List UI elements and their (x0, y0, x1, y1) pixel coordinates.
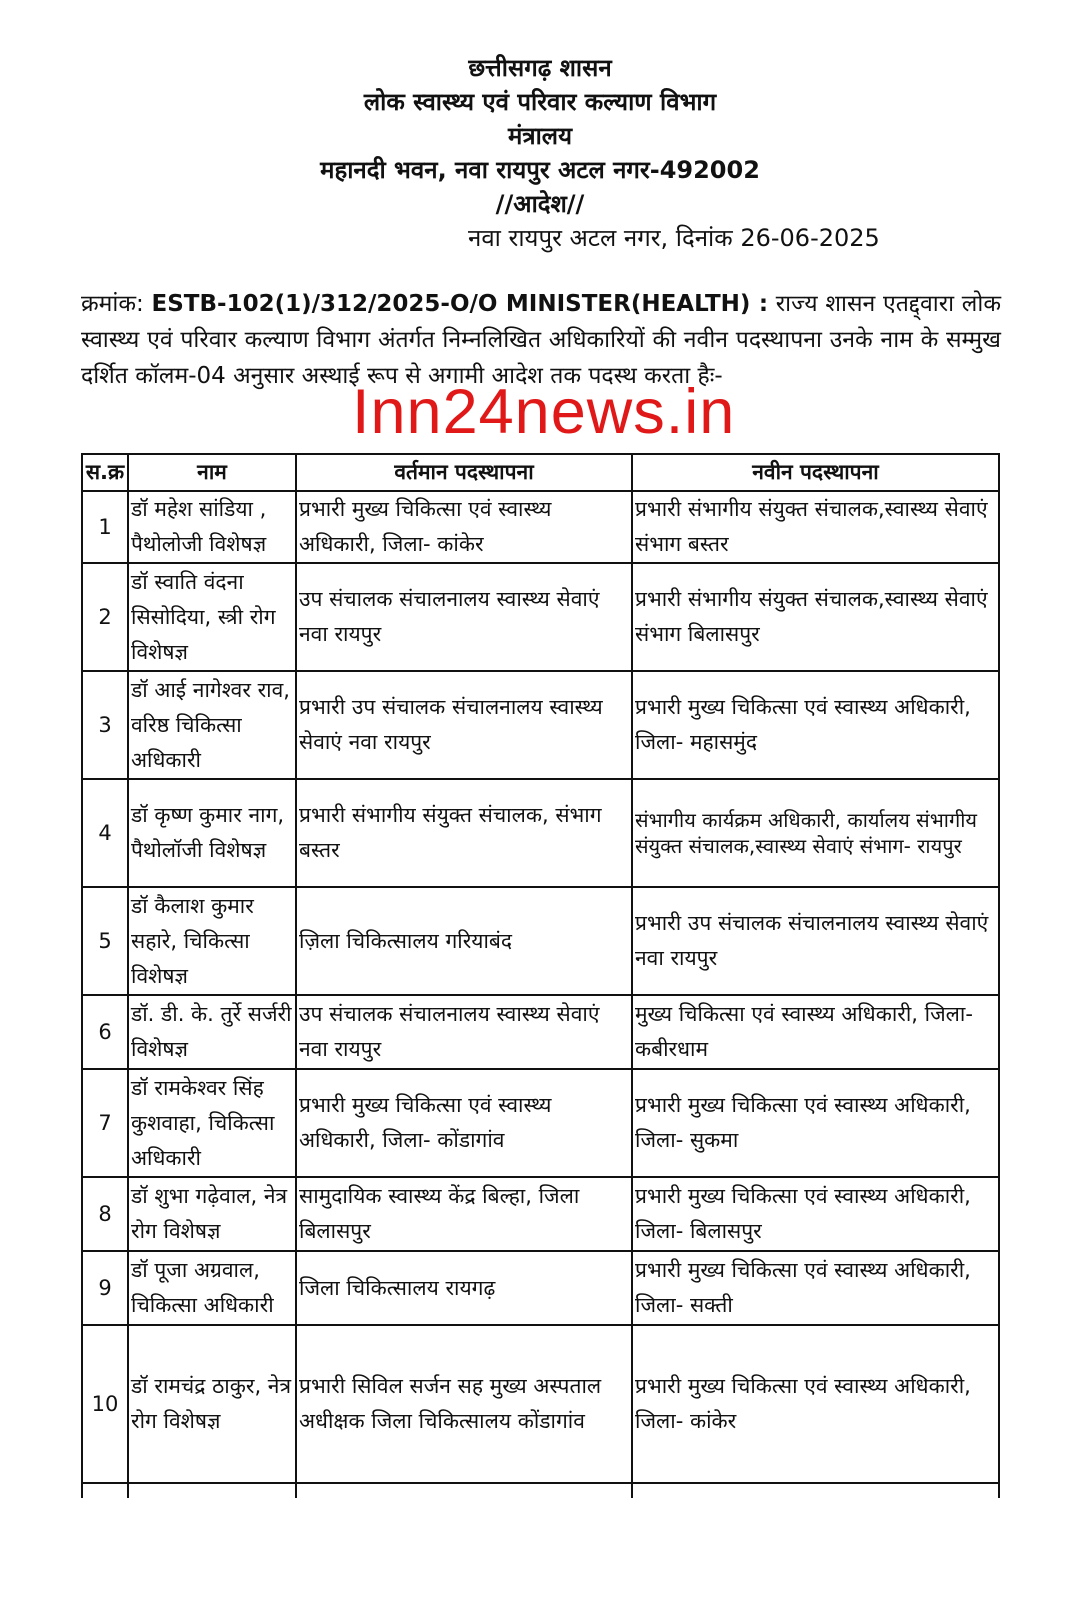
name-cell: डॉ. डी. के. तुर्रे सर्जरी विशेषज्ञ (128, 995, 296, 1069)
watermark: Inn24news.in (352, 377, 736, 447)
serial-cell: 7 (82, 1069, 128, 1177)
new-posting-cell: प्रभारी उप संचालक संचालनालय स्वास्थ्य सेवाएं नवा रायपुर (632, 887, 999, 995)
new-posting-cell: प्रभारी मुख्य चिकित्सा एवं स्वास्थ्य अधिकारी, जिला- कांकेर (632, 1325, 999, 1483)
table-header-row (82, 454, 999, 491)
serial-cell: 9 (82, 1251, 128, 1325)
header-current-posting: वर्तमान पदस्थापना (296, 454, 632, 491)
table-row (82, 1325, 999, 1483)
ministry-label: मंत्रालय (507, 122, 572, 150)
serial-cell: 3 (82, 671, 128, 779)
name-cell: डॉ रामकेश्वर सिंह कुशवाहा, चिकित्सा अधिकारी (128, 1069, 296, 1177)
empty-cell (128, 1483, 296, 1498)
government-name: छत्तीसगढ़ शासन (468, 54, 612, 82)
name-cell: डॉ कैलाश कुमार सहारे, चिकित्सा विशेषज्ञ (128, 887, 296, 995)
office-address: महानदी भवन, नवा रायपुर अटल नगर-492002 (320, 156, 760, 184)
name-cell: डॉ रामचंद्र ठाकुर, नेत्र रोग विशेषज्ञ (128, 1325, 296, 1483)
current-posting-cell: सामुदायिक स्वास्थ्य केंद्र बिल्हा, जिला बिलासपुर (296, 1177, 632, 1251)
new-posting-cell: मुख्य चिकित्सा एवं स्वास्थ्य अधिकारी, जिला- कबीरधाम (632, 995, 999, 1069)
order-date: नवा रायपुर अटल नगर, दिनांक 26-06-2025 (468, 224, 880, 252)
serial-cell: 5 (82, 887, 128, 995)
table-row (82, 1069, 999, 1177)
serial-cell: 8 (82, 1177, 128, 1251)
table-row (82, 563, 999, 671)
reference-number: ESTB-102(1)/312/2025-O/O MINISTER(HEALTH) : (151, 291, 769, 317)
header-name: नाम (128, 454, 296, 491)
empty-cell (632, 1483, 999, 1498)
new-posting-cell: प्रभारी संभागीय संयुक्त संचालक,स्वास्थ्य सेवाएं संभाग बस्तर (632, 491, 999, 563)
current-posting-cell: उप संचालक संचालनालय स्वास्थ्य सेवाएं नवा रायपुर (296, 995, 632, 1069)
posting-table (81, 453, 1000, 1498)
current-posting-cell: प्रभारी सिविल सर्जन सह मुख्य अस्पताल अधीक्षक जिला चिकित्सालय कोंडागांव (296, 1325, 632, 1483)
empty-cell (82, 1483, 128, 1498)
name-cell: डॉ महेश सांडिया , पैथोलोजी विशेषज्ञ (128, 491, 296, 563)
order-text: राज्य शासन एतद्द्वारा लोक स्वास्थ्य एवं परिवार कल्याण विभाग अंतर्गत निम्नलिखित अधिकारियों की नवीन पदस्थापना उनके नाम के सम्मुख दर्शित कॉलम-04 अनुसार अस्थाई रूप से अगामी आदेश तक पदस्थ करता हैः- (81, 291, 1001, 389)
table-row-continuation (82, 1483, 999, 1498)
name-cell: डॉ आई नागेश्वर राव, वरिष्ठ चिकित्सा अधिकारी (128, 671, 296, 779)
header-serial: स.क्र (82, 454, 128, 491)
serial-cell: 10 (82, 1325, 128, 1483)
empty-cell (296, 1483, 632, 1498)
new-posting-cell: प्रभारी मुख्य चिकित्सा एवं स्वास्थ्य अधिकारी, जिला- सक्ती (632, 1251, 999, 1325)
header-new-posting: नवीन पदस्थापना (632, 454, 999, 491)
current-posting-cell: उप संचालक संचालनालय स्वास्थ्य सेवाएं नवा रायपुर (296, 563, 632, 671)
reference-label: क्रमांक: (81, 291, 144, 317)
serial-cell: 1 (82, 491, 128, 563)
serial-cell: 4 (82, 779, 128, 887)
new-posting-cell: संभागीय कार्यक्रम अधिकारी, कार्यालय संभागीय संयुक्त संचालक,स्वास्थ्य सेवाएं संभाग- रायपुर (632, 779, 999, 887)
new-posting-cell: प्रभारी मुख्य चिकित्सा एवं स्वास्थ्य अधिकारी, जिला- बिलासपुर (632, 1177, 999, 1251)
current-posting-cell: प्रभारी संभागीय संयुक्त संचालक, संभाग बस्तर (296, 779, 632, 887)
name-cell: डॉ पूजा अग्रवाल, चिकित्सा अधिकारी (128, 1251, 296, 1325)
current-posting-cell: प्रभारी मुख्य चिकित्सा एवं स्वास्थ्य अधिकारी, जिला- कांकेर (296, 491, 632, 563)
serial-cell: 6 (82, 995, 128, 1069)
new-posting-cell: प्रभारी संभागीय संयुक्त संचालक,स्वास्थ्य सेवाएं संभाग बिलासपुर (632, 563, 999, 671)
table-row (82, 995, 999, 1069)
current-posting-cell: जिला चिकित्सालय रायगढ़ (296, 1251, 632, 1325)
current-posting-cell: ज़िला चिकित्सालय गरियाबंद (296, 887, 632, 995)
table-row (82, 671, 999, 779)
serial-cell: 2 (82, 563, 128, 671)
name-cell: डॉ कृष्ण कुमार नाग, पैथोलॉजी विशेषज्ञ (128, 779, 296, 887)
order-heading: //आदेश// (495, 190, 585, 218)
current-posting-cell: प्रभारी उप संचालक संचालनालय स्वास्थ्य सेवाएं नवा रायपुर (296, 671, 632, 779)
name-cell: डॉ स्वाति वंदना सिसोदिया, स्त्री रोग विशेषज्ञ (128, 563, 296, 671)
table-row (82, 491, 999, 563)
table-row (82, 1251, 999, 1325)
table-row (82, 887, 999, 995)
table-row (82, 779, 999, 887)
department-name: लोक स्वास्थ्य एवं परिवार कल्याण विभाग (363, 88, 717, 116)
new-posting-cell: प्रभारी मुख्य चिकित्सा एवं स्वास्थ्य अधिकारी, जिला- महासमुंद (632, 671, 999, 779)
name-cell: डॉ शुभा गढ़ेवाल, नेत्र रोग विशेषज्ञ (128, 1177, 296, 1251)
current-posting-cell: प्रभारी मुख्य चिकित्सा एवं स्वास्थ्य अधिकारी, जिला- कोंडागांव (296, 1069, 632, 1177)
table-row (82, 1177, 999, 1251)
new-posting-cell: प्रभारी मुख्य चिकित्सा एवं स्वास्थ्य अधिकारी, जिला- सुकमा (632, 1069, 999, 1177)
